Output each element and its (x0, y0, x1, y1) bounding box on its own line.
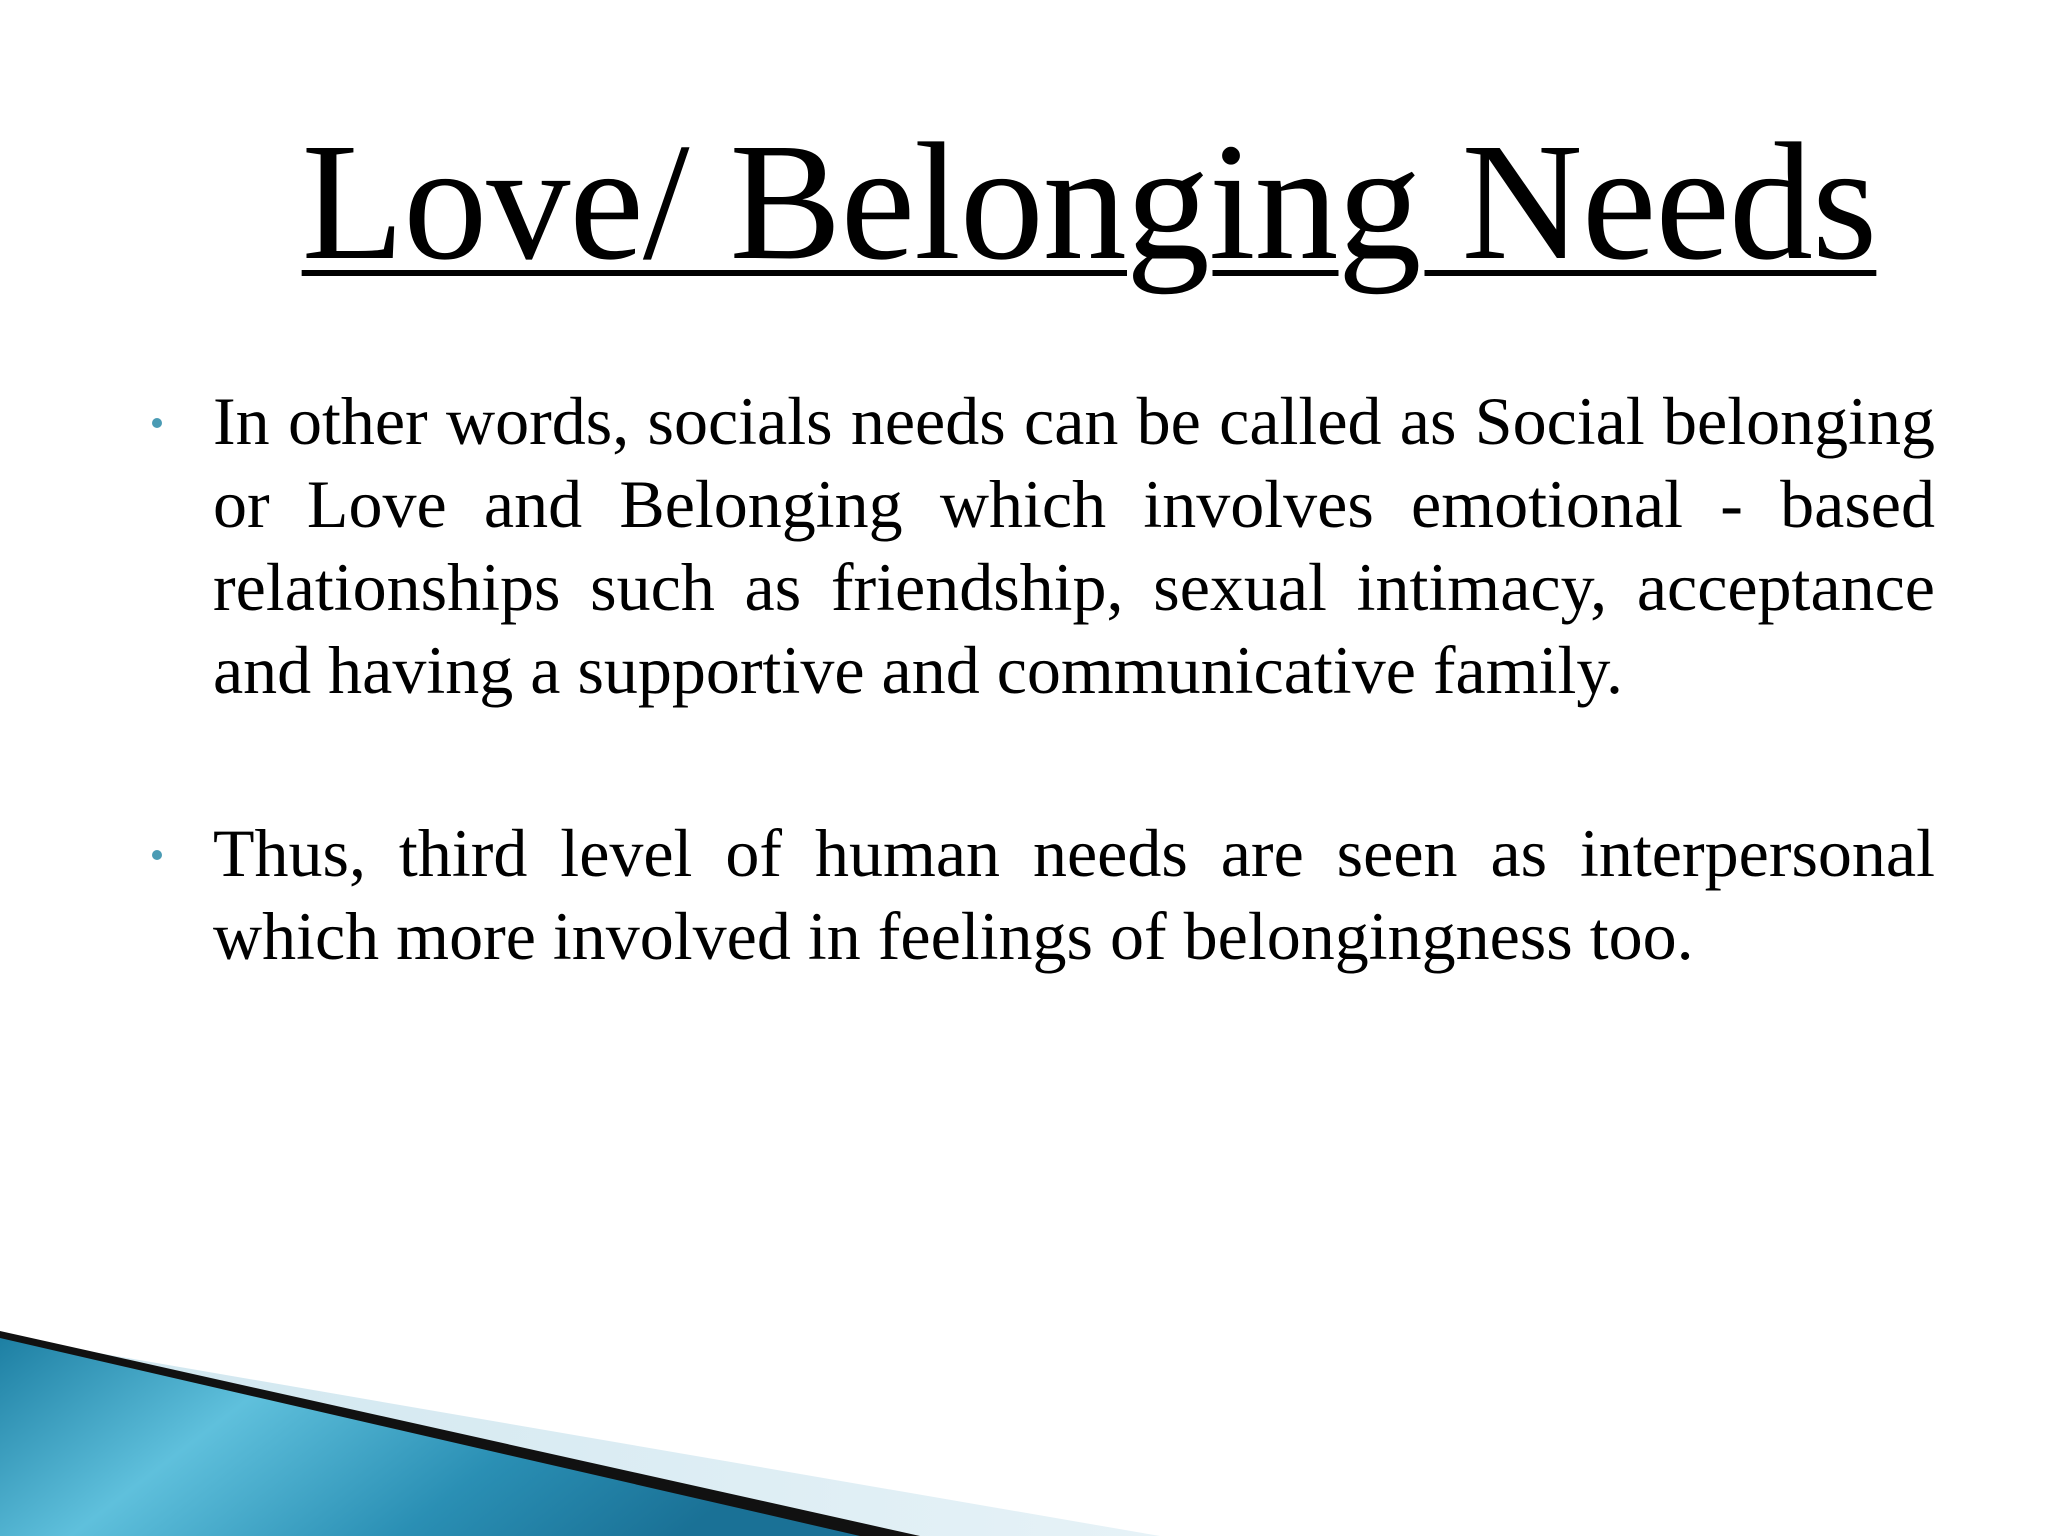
bullet-list (140, 380, 1935, 978)
bullet-dot-icon (152, 418, 162, 428)
bullet-item (140, 380, 1935, 712)
slide-title: Love/ Belonging Needs (301, 109, 1877, 295)
bullet-text: Thus, third level of human needs are seen as interpersonal which more involved in feelings of belongingness too. (213, 815, 1935, 974)
bullet-dot-icon (152, 850, 162, 860)
bullet-text: In other words, socials needs can be called as Social belonging or Love and Belonging which involves emotional - based relationships such as friendship, sexual intimacy, acceptance and having a supportive and communicative family. (213, 383, 1935, 708)
corner-decoration (0, 1286, 1160, 1536)
bullet-item (140, 812, 1935, 978)
